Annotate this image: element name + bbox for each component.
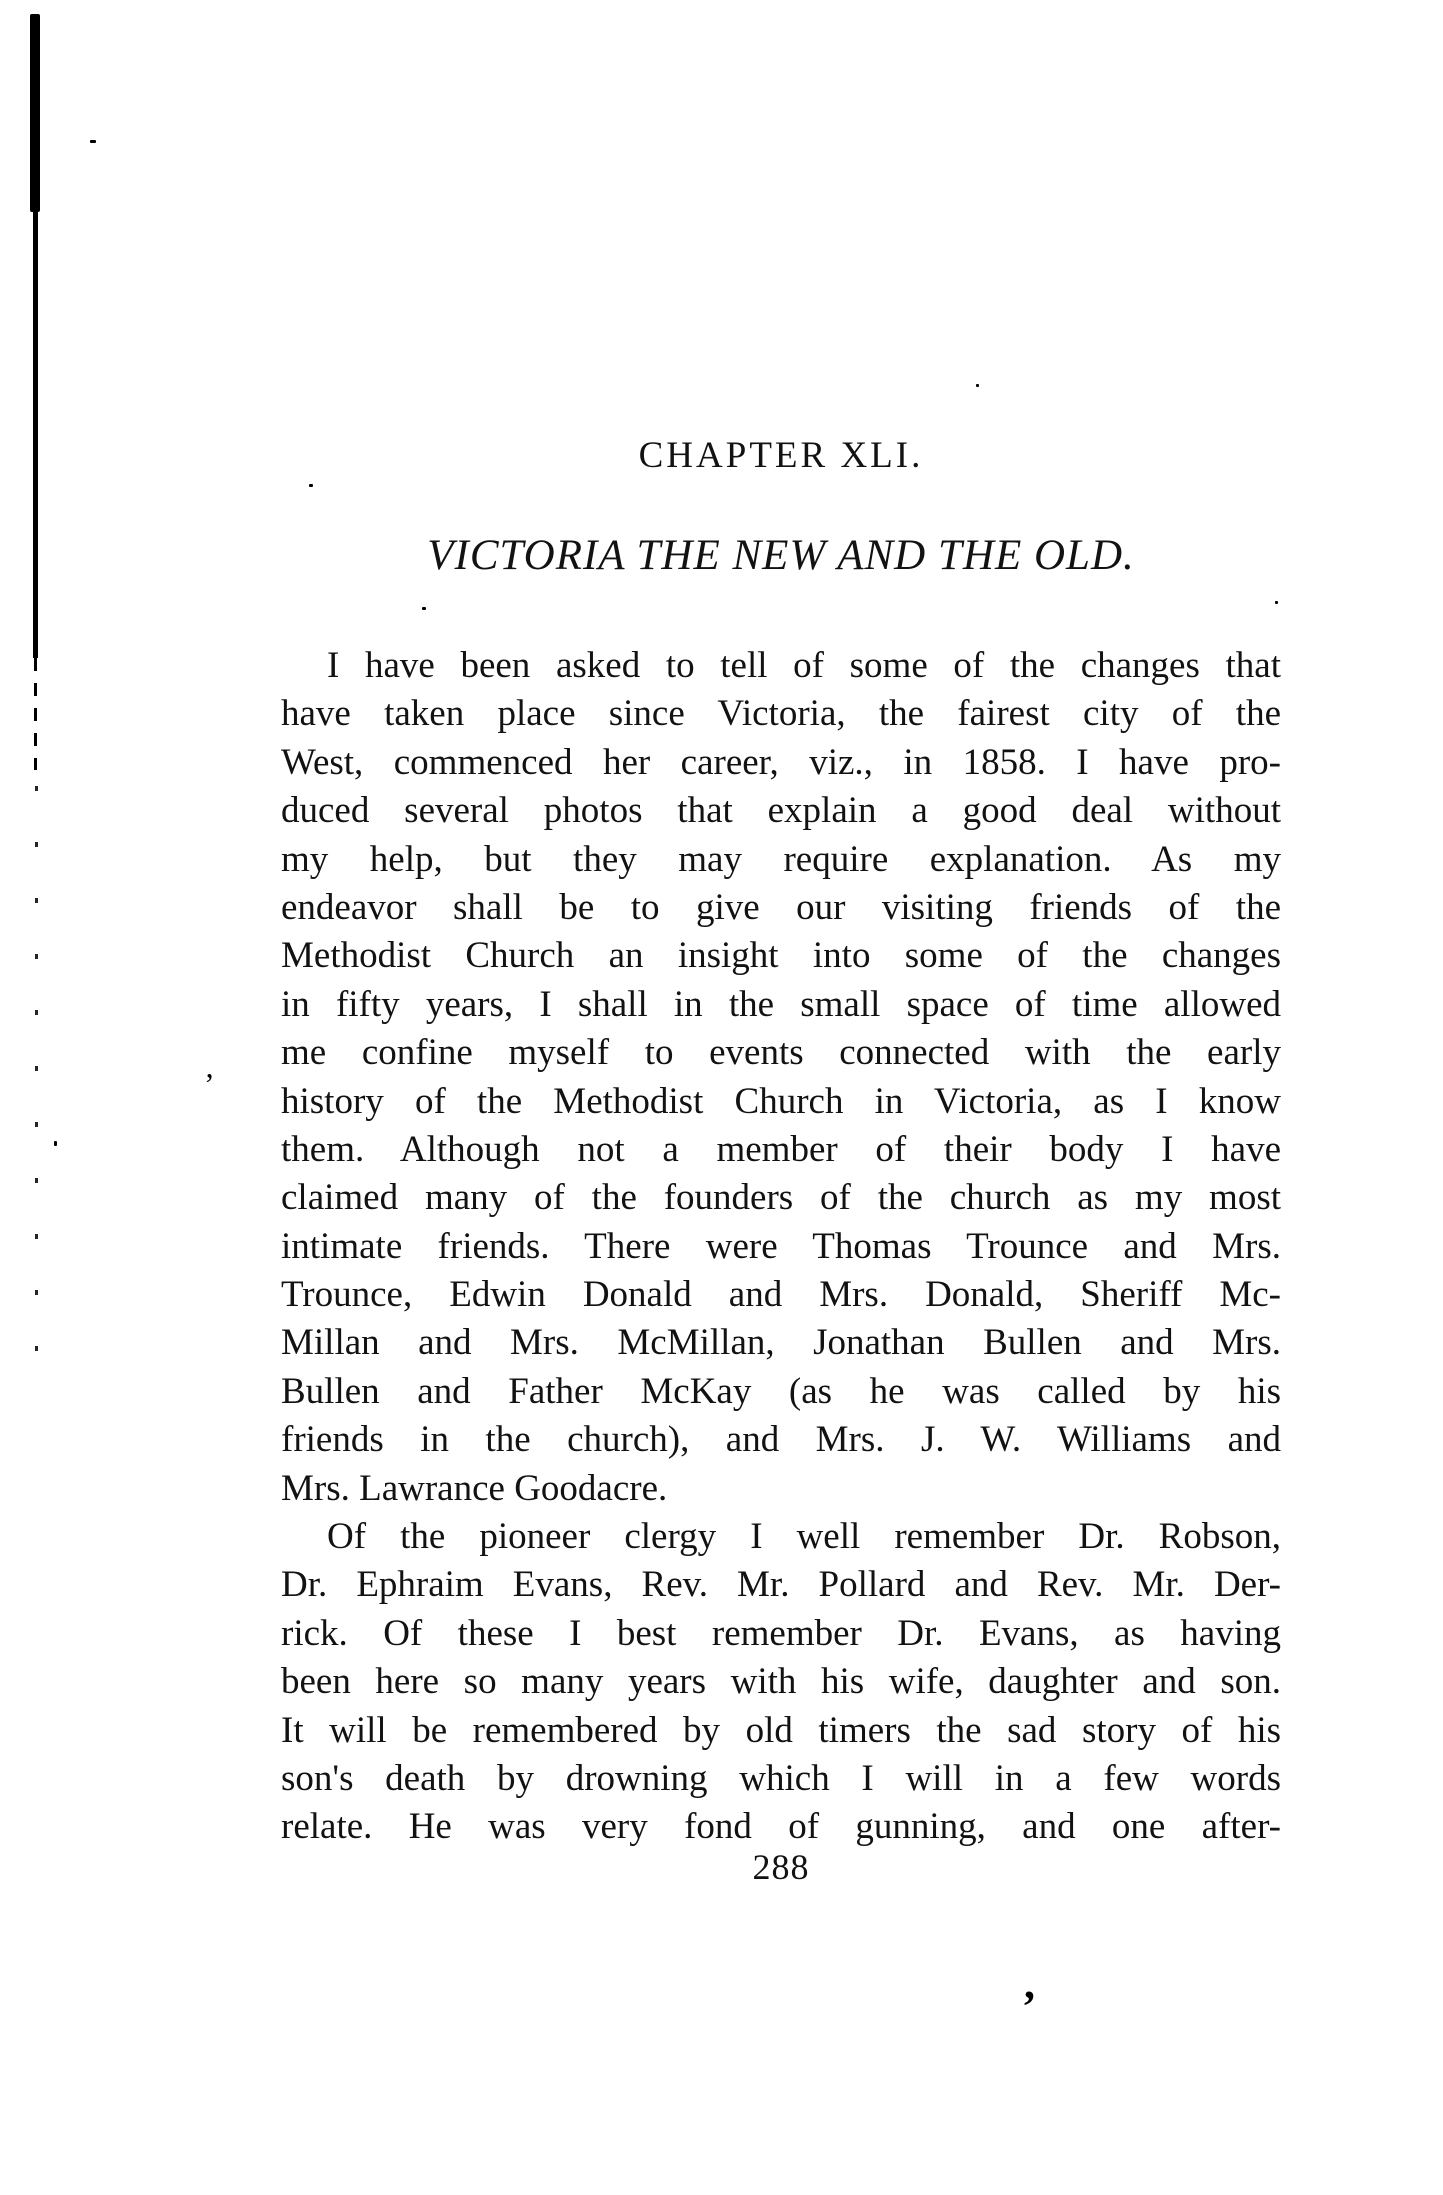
- chapter-subtitle: VICTORIA THE NEW AND THE OLD.: [427, 532, 1135, 579]
- scan-stray-comma: ,: [1024, 1959, 1035, 2008]
- text-line: endeavor shall be to give our visiting friends of the: [281, 886, 1281, 928]
- scan-speck: [309, 484, 313, 487]
- scan-stray-apostrophe: ’: [204, 1066, 215, 1102]
- body-text: [281, 642, 1281, 1852]
- text-line: son's death by drowning which I will in a few words: [281, 1757, 1281, 1799]
- text-line: rick. Of these I best remember Dr. Evans, as having: [281, 1612, 1281, 1654]
- scan-binding-bar-middle: [33, 206, 38, 658]
- text-line: relate. He was very fond of gunning, and one after-: [281, 1806, 1281, 1848]
- text-line: have taken place since Victoria, the fairest city of the: [281, 693, 1281, 735]
- scan-binding-bar-dashed: [34, 658, 37, 770]
- scan-speck: [1275, 601, 1278, 604]
- scan-speck: [90, 140, 96, 143]
- scan-speck: [976, 384, 979, 387]
- text-line: my help, but they may require explanation. As my: [281, 838, 1281, 880]
- text-line: It will be remembered by old timers the sad story of his: [281, 1709, 1281, 1751]
- text-line: me confine myself to events connected with the early: [281, 1032, 1281, 1074]
- text-line: friends in the church), and Mrs. J. W. Williams and: [281, 1419, 1281, 1461]
- text-line: in fifty years, I shall in the small space of time allowed: [281, 983, 1281, 1025]
- text-line: Dr. Ephraim Evans, Rev. Mr. Pollard and Rev. Mr. Der-: [281, 1564, 1281, 1606]
- text-line: Of the pioneer clergy I well remember Dr. Robson,: [327, 1516, 1281, 1558]
- text-line: West, commenced her career, viz., in 1858. I have pro-: [281, 741, 1281, 783]
- page-number: 288: [752, 1847, 810, 1887]
- text-line: Methodist Church an insight into some of the changes: [281, 935, 1281, 977]
- text-line: Millan and Mrs. McMillan, Jonathan Bullen and Mrs.: [281, 1322, 1281, 1364]
- text-line: history of the Methodist Church in Victoria, as I know: [281, 1080, 1281, 1122]
- text-line: Mrs. Lawrance Goodacre.: [281, 1467, 668, 1509]
- text-line: claimed many of the founders of the church as my most: [281, 1177, 1281, 1219]
- text-line: them. Although not a member of their body I have: [281, 1128, 1281, 1170]
- scan-speck: [54, 1141, 57, 1146]
- text-line: Trounce, Edwin Donald and Mrs. Donald, Sheriff Mc-: [281, 1274, 1281, 1316]
- text-line: duced several photos that explain a good deal without: [281, 790, 1281, 832]
- scan-speck: [422, 607, 426, 610]
- text-line: intimate friends. There were Thomas Trounce and Mrs.: [281, 1225, 1281, 1267]
- scan-binding-bar-top: [30, 14, 40, 212]
- chapter-heading: CHAPTER XLI.: [638, 435, 924, 476]
- text-line: been here so many years with his wife, daughter and son.: [281, 1661, 1281, 1703]
- text-line: I have been asked to tell of some of the changes that: [327, 645, 1281, 686]
- scan-binding-bar-dots: [35, 786, 38, 1382]
- text-line: Bullen and Father McKay (as he was called by his: [281, 1370, 1281, 1412]
